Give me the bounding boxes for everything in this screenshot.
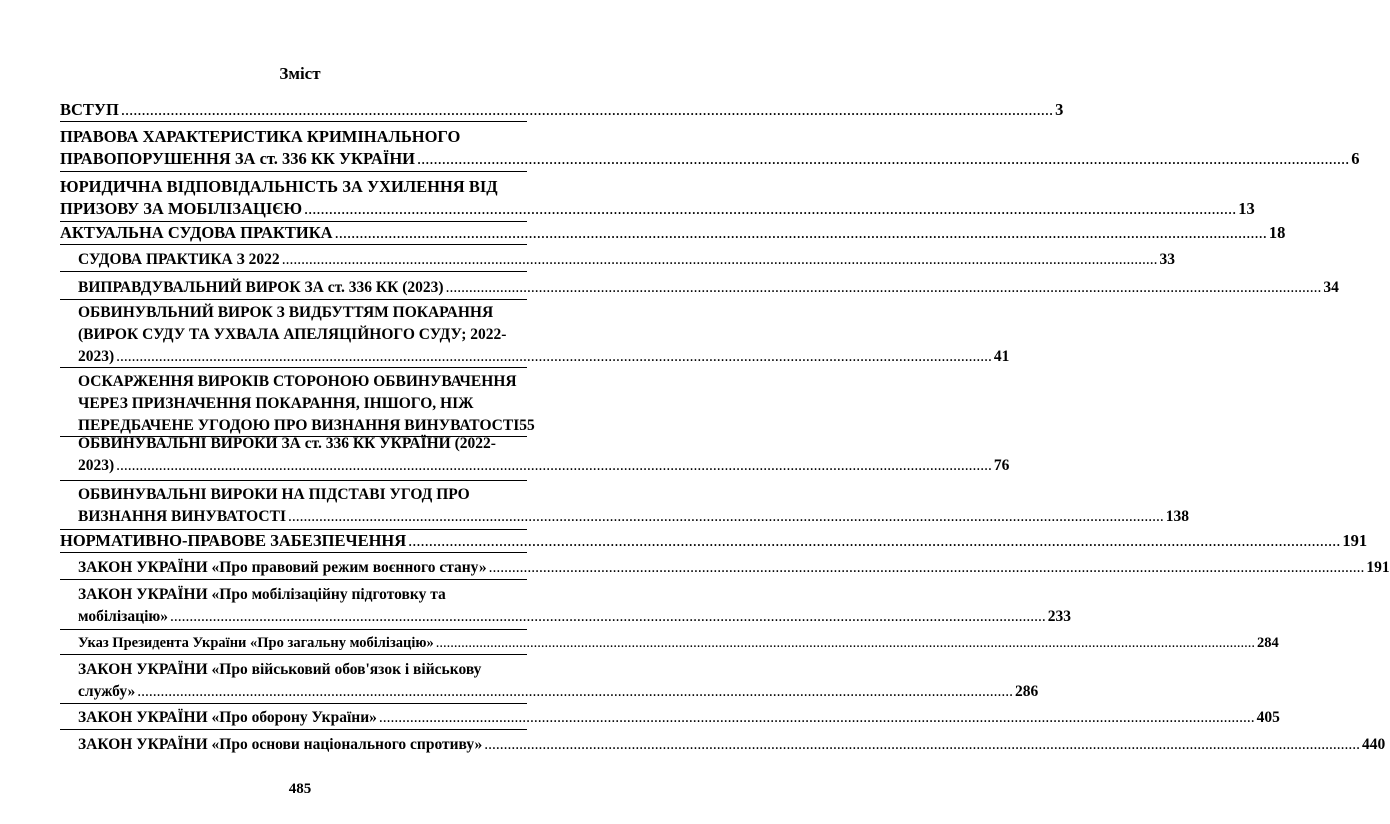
toc-separator xyxy=(60,654,527,655)
toc-entry-text: ЮРИДИЧНА ВІДПОВІДАЛЬНІСТЬ ЗА УХИЛЕННЯ ВІД xyxy=(60,177,498,196)
toc-entry-prosecution-appeal[interactable] xyxy=(78,371,535,437)
toc-entry-text: СУДОВА ПРАКТИКА З 2022 xyxy=(78,251,280,268)
toc-entry-text: ОСКАРЖЕННЯ ВИРОКІВ СТОРОНОЮ ОБВИНУВАЧЕННЯ xyxy=(78,373,517,390)
toc-entry-page: 233 xyxy=(1047,608,1071,625)
toc-leader-dots xyxy=(408,531,1340,550)
toc-entry-page: 18 xyxy=(1268,223,1286,242)
toc-separator xyxy=(60,171,527,172)
toc-entry-text: ЗАКОН УКРАЇНИ «Про основи національного спротиву» xyxy=(78,736,483,753)
page-number: 485 xyxy=(288,781,312,797)
toc-entry-text: ВИПРАВДУВАЛЬНИЙ ВИРОК ЗА ст. 336 КК (2023) xyxy=(78,279,444,296)
toc-leader-dots xyxy=(116,348,992,365)
toc-entry-page: 55 xyxy=(519,417,535,434)
toc-entry-acquittal[interactable] xyxy=(78,277,1339,299)
toc-leader-dots xyxy=(304,199,1236,218)
toc-entry-text: службу» xyxy=(78,683,136,700)
toc-leader-dots xyxy=(335,223,1267,242)
toc-entry-case-law-2022[interactable] xyxy=(78,249,1175,271)
toc-entry-page: 440 xyxy=(1362,736,1386,753)
toc-separator xyxy=(60,729,527,730)
toc-leader-dots xyxy=(282,251,1158,268)
toc-leader-dots xyxy=(379,709,1255,726)
toc-separator xyxy=(60,703,527,704)
toc-leader-dots xyxy=(170,608,1046,625)
toc-entry-text: мобілізацію» xyxy=(78,608,168,625)
toc-entry-text: НОРМАТИВНО-ПРАВОВЕ ЗАБЕЗПЕЧЕННЯ xyxy=(60,531,407,550)
toc-entry-conviction-sentence[interactable] xyxy=(78,302,1010,368)
toc-entry-page: 405 xyxy=(1256,709,1280,726)
toc-leader-dots xyxy=(288,508,1164,525)
toc-entry-text: ПРАВОВА ХАРАКТЕРИСТИКА КРИМІНАЛЬНОГО xyxy=(60,127,461,146)
toc-entry-national-resistance-act[interactable] xyxy=(78,734,1386,756)
toc-leader-dots xyxy=(484,736,1360,753)
toc-entry-presidential-decree[interactable] xyxy=(78,632,1279,654)
toc-separator xyxy=(60,629,527,630)
toc-entry-text: ЗАКОН УКРАЇНИ «Про мобілізаційну підготовку та xyxy=(78,586,446,603)
toc-entry-convictions-336[interactable] xyxy=(78,433,1010,477)
toc-entry-text: ПРАВОПОРУШЕННЯ ЗА ст. 336 КК УКРАЇНИ xyxy=(60,149,415,168)
toc-entry-text: ЗАКОН УКРАЇНИ «Про військовий обов'язок і військову xyxy=(78,661,482,678)
toc-entry-page: 284 xyxy=(1257,635,1279,651)
toc-separator xyxy=(60,552,527,553)
toc-entry-page: 76 xyxy=(993,457,1010,474)
toc-entry-page: 13 xyxy=(1238,199,1255,218)
toc-leader-dots xyxy=(489,559,1365,576)
toc-entry-page: 191 xyxy=(1342,531,1368,550)
toc-separator xyxy=(60,299,527,300)
toc-entry-intro[interactable] xyxy=(60,99,1064,121)
toc-entry-text: ОБВИНУВАЛЬНІ ВИРОКИ ЗА ст. 336 КК УКРАЇНИ (2022- xyxy=(78,435,496,452)
toc-entry-text: 2023) xyxy=(78,348,115,365)
toc-separator xyxy=(60,480,527,481)
toc-entry-page: 34 xyxy=(1323,279,1339,296)
toc-entry-page: 33 xyxy=(1159,251,1175,268)
toc-leader-dots xyxy=(137,683,1013,700)
toc-entry-martial-law-act[interactable] xyxy=(78,557,1390,579)
toc-entry-regulatory-framework[interactable] xyxy=(60,530,1368,552)
toc-leader-dots xyxy=(116,457,992,474)
toc-leader-dots xyxy=(436,635,1255,651)
toc-entry-text: (ВИРОК СУДУ ТА УХВАЛА АПЕЛЯЦІЙНОГО СУДУ; 2022- xyxy=(78,326,507,343)
toc-leader-dots xyxy=(446,279,1322,296)
toc-entry-page: 3 xyxy=(1055,100,1064,119)
toc-entry-text: ВСТУП xyxy=(60,100,119,119)
toc-entry-text: Указ Президента України «Про загальну мобілізацію» xyxy=(78,635,434,651)
toc-entry-text: ПРИЗОВУ ЗА МОБІЛІЗАЦІЄЮ xyxy=(60,199,303,218)
toc-separator xyxy=(60,121,527,122)
toc-separator xyxy=(60,271,527,272)
toc-entry-text: 2023) xyxy=(78,457,115,474)
toc-entry-plea-agreements[interactable] xyxy=(78,484,1189,528)
toc-entry-text: ЗАКОН УКРАЇНИ «Про правовий режим воєнного стану» xyxy=(78,559,487,576)
toc-entry-defense-act[interactable] xyxy=(78,707,1280,729)
toc-separator xyxy=(60,244,527,245)
toc-entry-text: ПЕРЕДБАЧЕНЕ УГОДОЮ ПРО ВИЗНАННЯ ВИНУВАТОСТІ xyxy=(78,417,520,434)
toc-entry-legal-characteristics[interactable] xyxy=(60,126,1360,170)
toc-entry-text: ВИЗНАННЯ ВИНУВАТОСТІ xyxy=(78,508,286,525)
toc-entry-page: 6 xyxy=(1351,149,1360,168)
toc-leader-dots xyxy=(417,149,1349,168)
toc-entry-page: 191 xyxy=(1366,559,1390,576)
toc-entry-text: ОБВИНУВЛЬНИЙ ВИРОК З ВИДБУТТЯМ ПОКАРАННЯ xyxy=(78,304,494,321)
toc-separator xyxy=(60,367,527,368)
toc-leader-dots xyxy=(121,100,1053,119)
toc-entry-case-law[interactable] xyxy=(60,222,1286,244)
toc-entry-text: ОБВИНУВАЛЬНІ ВИРОКИ НА ПІДСТАВІ УГОД ПРО xyxy=(78,486,470,503)
toc-entry-text: ЗАКОН УКРАЇНИ «Про оборону України» xyxy=(78,709,377,726)
toc-separator xyxy=(60,579,527,580)
toc-entry-text: АКТУАЛЬНА СУДОВА ПРАКТИКА xyxy=(60,223,333,242)
toc-entry-mobilization-act[interactable] xyxy=(78,584,1071,628)
toc-entry-legal-liability[interactable] xyxy=(60,176,1255,220)
toc-entry-text: ЧЕРЕЗ ПРИЗНАЧЕННЯ ПОКАРАННЯ, ІНШОГО, НІЖ xyxy=(78,395,474,412)
toc-entry-military-service-act[interactable] xyxy=(78,659,1039,703)
toc-title: Зміст xyxy=(279,64,321,83)
toc-entry-page: 138 xyxy=(1165,508,1189,525)
toc-entry-page: 286 xyxy=(1014,683,1039,700)
toc-entry-page: 41 xyxy=(993,348,1010,365)
